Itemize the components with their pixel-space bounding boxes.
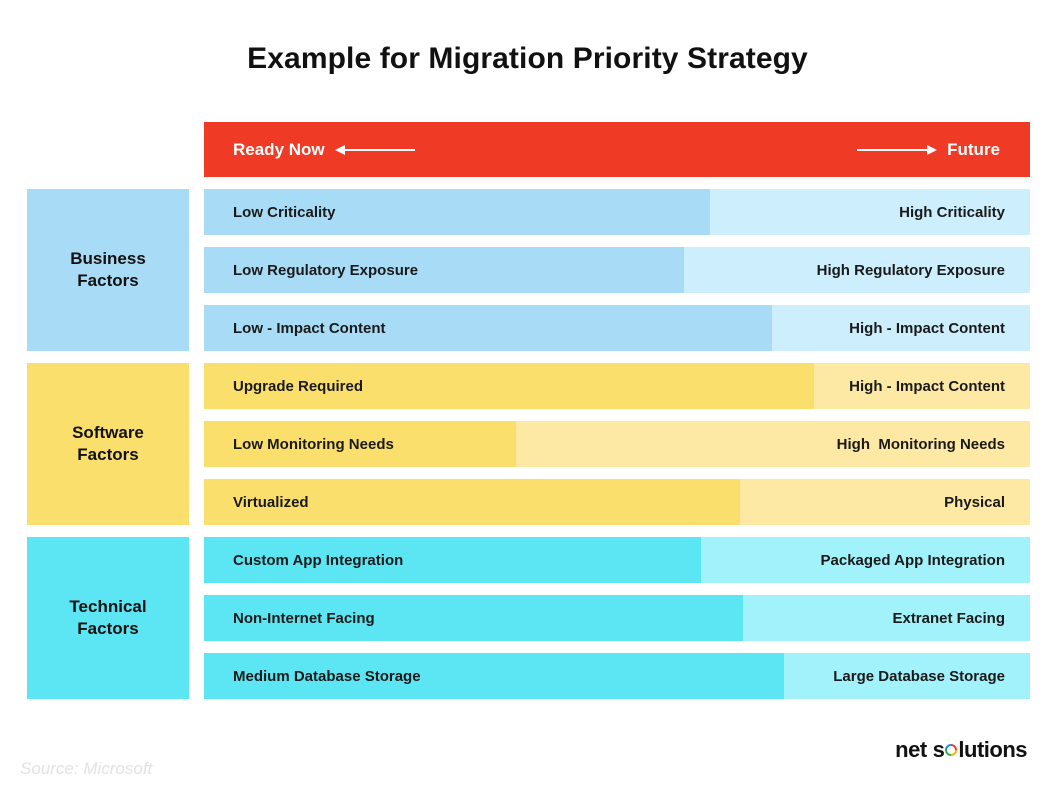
factor-high-label: High Monitoring Needs: [836, 435, 1005, 453]
future-label-group: [857, 122, 1000, 177]
factor-low-label: Custom App Integration: [233, 551, 404, 569]
factor-low-label: Low Regulatory Exposure: [233, 261, 419, 279]
factor-row: [204, 247, 1030, 293]
factor-row: [204, 595, 1030, 641]
factor-high-label: Packaged App Integration: [820, 551, 1005, 569]
factor-low-label: Low - Impact Content: [233, 319, 386, 337]
factor-high-label: Large Database Storage: [833, 667, 1005, 685]
factor-high-label: High Regulatory Exposure: [816, 261, 1005, 279]
group-label-line2: Factors: [77, 445, 139, 464]
logo-word-s: s: [932, 737, 945, 762]
logo-ring-icon: [945, 744, 957, 756]
factor-row: [204, 363, 1030, 409]
factor-row: [204, 537, 1030, 583]
logo-word-net: net: [895, 737, 927, 762]
group-business-factors: [27, 189, 189, 351]
ready-now-label: Ready Now: [233, 139, 325, 159]
factor-high-label: Extranet Facing: [892, 609, 1005, 627]
source-caption: Source: Microsoft: [20, 759, 153, 778]
factor-low-label: Low Monitoring Needs: [233, 435, 394, 453]
group-label-line2: Factors: [77, 619, 139, 638]
group-label-line2: Factors: [77, 271, 139, 290]
factor-high-label: High - Impact Content: [849, 319, 1005, 337]
factor-high-label: High Criticality: [899, 203, 1005, 221]
group-label-line1: Technical: [69, 597, 147, 616]
factor-low-label: Upgrade Required: [233, 377, 364, 395]
factor-high-label: High - Impact Content: [849, 377, 1005, 395]
factor-row: [204, 421, 1030, 467]
net-solutions-logo: [895, 737, 1027, 763]
group-software-factors: [27, 363, 189, 525]
factor-low-label: Low Criticality: [233, 203, 336, 221]
logo-word-lutions: lutions: [958, 737, 1027, 762]
factor-row: [204, 189, 1030, 235]
factor-low-label: Medium Database Storage: [233, 667, 421, 685]
timeline-header-bar: [204, 122, 1030, 177]
factor-row: [204, 305, 1030, 351]
group-technical-factors: [27, 537, 189, 699]
page-title: Example for Migration Priority Strategy: [247, 42, 808, 75]
factor-low-label: Non-Internet Facing: [233, 609, 375, 627]
arrow-left-icon: [335, 144, 415, 156]
factor-row: [204, 653, 1030, 699]
ready-now-label-group: [233, 122, 415, 177]
factor-row: [204, 479, 1030, 525]
arrow-right-icon: [857, 144, 937, 156]
factor-high-label: Physical: [944, 493, 1005, 511]
group-label-line1: Software: [72, 423, 144, 442]
future-label: Future: [947, 139, 1000, 159]
factor-low-label: Virtualized: [233, 493, 309, 511]
group-label-line1: Business: [70, 249, 146, 268]
